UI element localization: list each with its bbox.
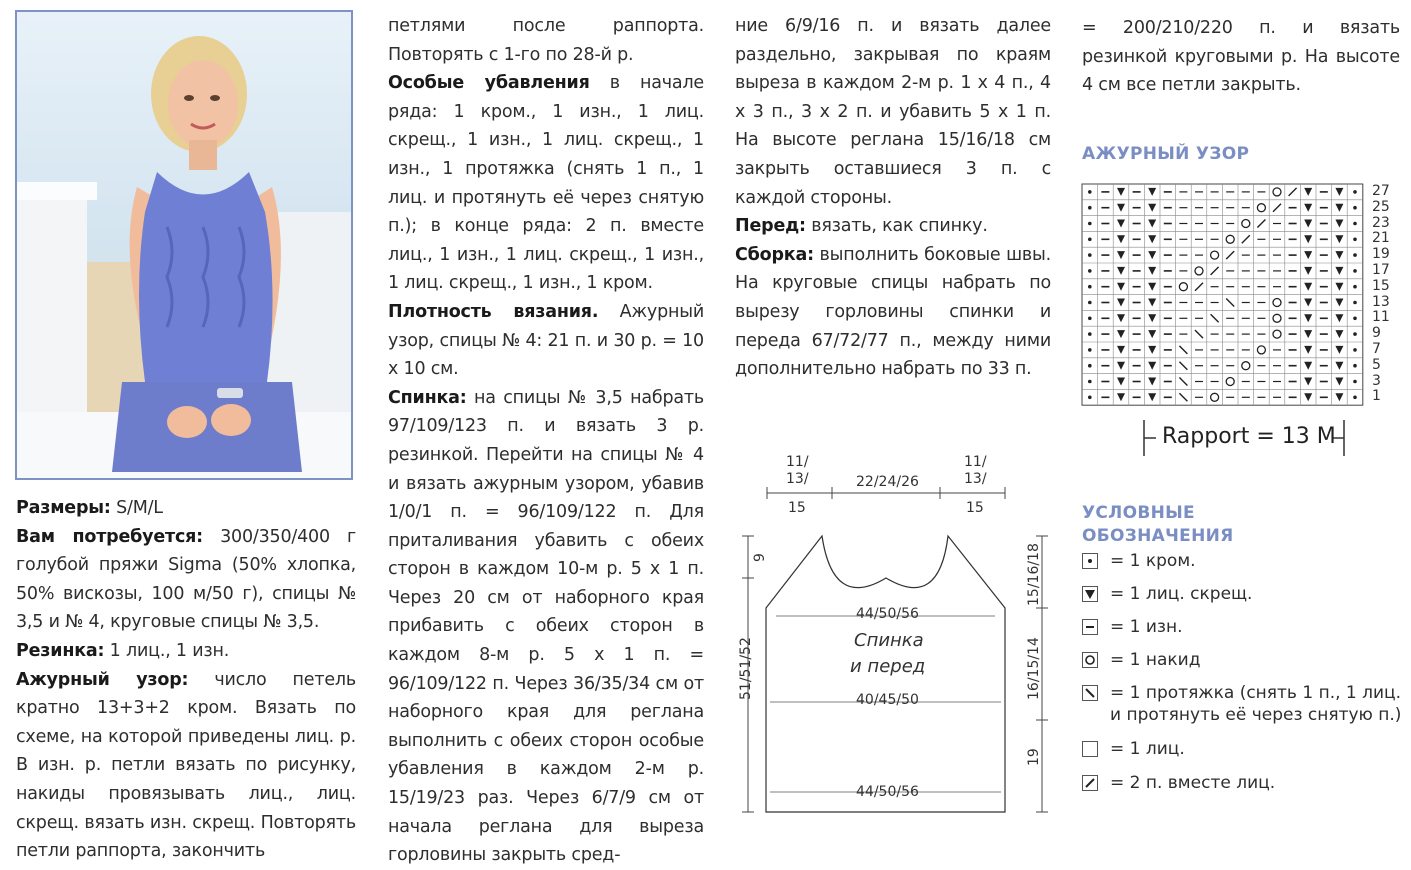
dim-neck-depth: 9: [752, 553, 768, 562]
chart-title: АЖУРНЫЙ УЗОР: [1082, 144, 1250, 164]
front-label: Перед:: [735, 216, 806, 237]
photo-illustration: [17, 12, 351, 478]
chart-stitch: [1088, 222, 1092, 226]
rapport: [1140, 418, 1350, 458]
dim-top-left-under: 15: [788, 500, 806, 516]
chart-stitch: [1088, 348, 1092, 352]
dim-width-top: 44/50/56: [856, 606, 919, 622]
rapport-label: Rapport = 13 M: [1162, 424, 1336, 449]
intro-text: петлями после раппорта. Повторять с 1-го по 28-й р.: [388, 16, 704, 65]
chart-stitch: [1088, 301, 1092, 305]
chart-stitch: [1353, 269, 1357, 273]
chart-stitch: [1353, 253, 1357, 257]
dim-width-bottom: 44/50/56: [856, 784, 919, 800]
back-text: на спицы № 3,5 набрать 97/109/123 п. и вязать 3 р. резинкой. Перейти на спицы № 4 и вязать ажурным узором, убавив 1/0/1 п. = 96/109/122 п. Для приталивания убавить с обеих сторон в каждом 10-м р. 5 х 1 п. Через 20 см от наборного края прибавить с обеих сторон в каждом 8-м р. 5 х 1 п. = 96/109/122 п. Через 36/35/34 см от наборного края для реглана выполнить с обеих сторон особые убавления в каждом 2-м р. 15/19/23 раз. Через 6/7/9 см от начала реглана для выреза горловины закрыть сред-: [388, 387, 704, 866]
schema-label-1: Спинка: [854, 630, 924, 651]
special-label: Особые убавления: [388, 73, 590, 94]
slip-decrease-icon: [1082, 685, 1098, 701]
dim-right-mid: 16/15/14: [1026, 637, 1042, 700]
dim-right-bottom: 19: [1026, 748, 1042, 766]
dim-left-height: 51/51/52: [738, 637, 754, 700]
k2tog-icon: [1082, 775, 1098, 791]
chart-row-number: 1: [1372, 388, 1381, 405]
chart-row-number: 13: [1372, 293, 1390, 310]
dim-top-right-under: 15: [966, 500, 984, 516]
rib-label: Резинка:: [16, 640, 105, 661]
chart-stitch: [1353, 206, 1357, 210]
cont-text: ние 6/9/16 п. и вязать далее раздельно, закрывая по краям выреза в каждом 2-м р. 1 х 4 п., 4 х 3 п., 3 х 2 п. и убавить 5 х 1 п. На высоте реглана 15/16/18 см закрыть оставшиеся 3 п. с каждой стороны.: [735, 16, 1051, 208]
column-2: [388, 12, 704, 870]
dim-width-mid: 40/45/50: [856, 692, 919, 708]
rib-text: 1 лиц., 1 изн.: [104, 640, 230, 661]
chart-row-number: 27: [1372, 183, 1390, 199]
chart-row-number: 17: [1372, 262, 1390, 278]
chart-stitch: [1353, 380, 1357, 384]
chart-row-number: 7: [1372, 341, 1381, 357]
edge-stitch-icon: [1082, 553, 1098, 569]
chart-row-number: 5: [1372, 356, 1381, 373]
model-photo: [15, 10, 353, 480]
lace-chart: [1080, 182, 1365, 411]
chart-stitch: [1088, 380, 1092, 384]
chart-row-number: 21: [1372, 230, 1390, 247]
col4-text: = 200/210/220 п. и вязать резинкой круговыми р. На высоте 4 см все петли закрыть.: [1082, 18, 1400, 96]
lace-label: Ажурный узор:: [16, 669, 189, 690]
dim-right-raglan: 15/16/18: [1026, 543, 1042, 606]
legend-title-line2: ОБОЗНАЧЕНИЯ: [1082, 526, 1234, 546]
lace-text: число петель кратно 13+3+2 кром. Вязать по схеме, на которой приведены лиц. р. В изн. р. петли вязать по рисунку, накиды провязывать лиц., лиц. скрещ. вязать изн. скрещ. Повторять петли раппорта, закончить: [16, 669, 357, 862]
chart-row-number: 25: [1372, 198, 1390, 215]
legend-title-line1: УСЛОВНЫЕ: [1082, 503, 1195, 523]
chart-stitch: [1353, 332, 1357, 336]
dim-top-left: 11/ 13/: [786, 454, 809, 487]
dim-top-mid: 22/24/26: [856, 474, 919, 490]
column-4: [1082, 14, 1400, 100]
chart-stitch: [1353, 396, 1357, 400]
chart-stitch: [1353, 364, 1357, 368]
chart-stitch: [1353, 222, 1357, 226]
need-text: 300/350/400 г голубой пряжи Sigma (50% хлопка, 50% вискозы, 100 м/50 г), спицы № 3,5 и № 4, круговые спицы № 3,5.: [16, 526, 356, 633]
chart-stitch: [1088, 253, 1092, 257]
chart-stitch: [1088, 190, 1092, 194]
chart-stitch: [1353, 301, 1357, 305]
density-label: Плотность вязания.: [388, 301, 599, 322]
chart-stitch: [1353, 285, 1357, 289]
density-text: Ажурный узор, спицы № 4: 21 п. и 30 р. = 10 х 10 см.: [388, 301, 705, 380]
twisted-knit-icon: [1082, 586, 1098, 602]
chart-stitch: [1353, 348, 1357, 352]
chart-stitch: [1353, 317, 1357, 321]
legend-title: [1082, 502, 1234, 548]
sizes-value: S/M/L: [110, 498, 163, 518]
chart-stitch: [1088, 285, 1092, 289]
dim-top-right: 11/ 13/: [964, 454, 987, 487]
column-3: [735, 12, 1051, 384]
chart-row-number: 15: [1372, 277, 1390, 294]
chart-stitch: [1088, 364, 1092, 368]
chart-grid: [1080, 182, 1365, 406]
purl-icon: [1082, 619, 1098, 635]
chart-stitch: [1088, 269, 1092, 273]
column-1: [16, 494, 356, 866]
sizes-label: Размеры:: [16, 498, 111, 518]
chart-stitch: [1088, 396, 1092, 400]
chart-stitch: [1353, 190, 1357, 194]
front-text: вязать, как спинку.: [805, 216, 988, 237]
garment-schema: [730, 450, 1060, 830]
schema-label-2: и перед: [850, 656, 926, 677]
knit-icon: [1082, 741, 1098, 757]
chart-row-number: 23: [1372, 214, 1390, 231]
need-label: Вам потребуется:: [16, 526, 203, 547]
chart-row-number: 19: [1372, 246, 1390, 263]
back-label: Спинка:: [388, 387, 467, 408]
assembly-text: выполнить боковые швы. На круговые спицы набрать по вырезу горловины спинки и переда 67/72/77 п., между ними дополнительно набрать по 33 п.: [735, 244, 1051, 380]
chart-row-number: 9: [1372, 325, 1381, 342]
chart-row-number: 11: [1372, 309, 1390, 326]
chart-stitch: [1088, 317, 1092, 321]
chart-stitch: [1088, 332, 1092, 336]
chart-stitch: [1353, 238, 1357, 242]
chart-stitch: [1088, 206, 1092, 210]
chart-stitch: [1088, 238, 1092, 242]
chart-row-number: 3: [1372, 372, 1381, 389]
special-text: в начале ряда: 1 кром., 1 изн., 1 лиц. скрещ., 1 изн., 1 лиц. скрещ., 1 изн., 1 протяжка (снять 1 п., 1 лиц. и протянуть её через снятую п.); в конце ряда: 2 п. вместе лиц., 1 изн., 1 лиц. скрещ., 1 изн., 1 лиц. скрещ., 1 изн., 1 кром.: [388, 73, 704, 294]
yarn-over-icon: [1082, 652, 1098, 668]
assembly-label: Сборка:: [735, 244, 814, 265]
